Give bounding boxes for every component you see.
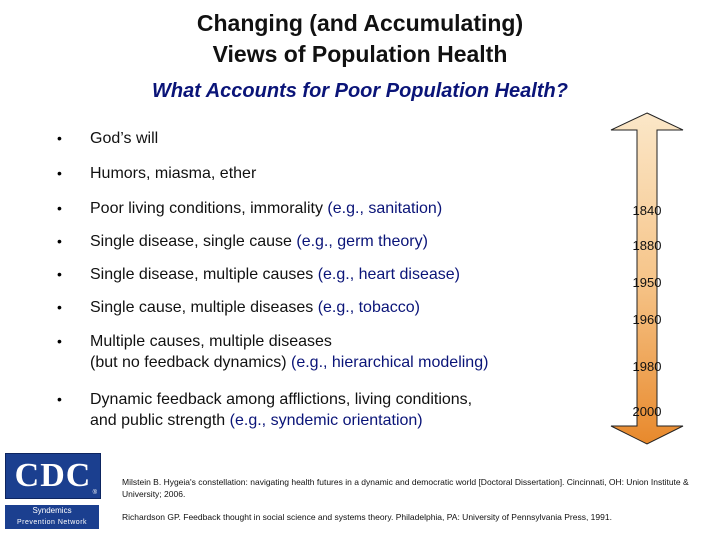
title-line-1: Changing (and Accumulating) <box>196 10 524 36</box>
item-text: Single disease, multiple causes <box>90 266 318 283</box>
item-example: (e.g., sanitation) <box>327 200 443 217</box>
item-text: Single cause, multiple diseases <box>90 299 318 316</box>
slide-subtitle: What Accounts for Poor Population Health? <box>152 80 568 102</box>
year-label: 1950 <box>632 275 662 290</box>
item-text: Single disease, single cause <box>90 233 297 250</box>
year-label: 1960 <box>632 312 662 327</box>
year-label: 1980 <box>632 359 662 374</box>
title-line-2: Views of Population Health <box>212 41 508 67</box>
item-text: Dynamic feedback among afflictions, living conditions, <box>90 391 473 408</box>
logo-syndemics-label: Syndemics <box>5 505 99 517</box>
item-text: Poor living conditions, immorality <box>90 200 328 217</box>
bullet-glyph: • <box>57 266 62 282</box>
reference-citation: Richardson GP. Feedback thought in social science and systems theory. Philadelphia, PA: University of Pennsylvania Press, 1991. <box>122 512 612 522</box>
bullet-glyph: • <box>57 130 62 146</box>
item-example: (e.g., syndemic orientation) <box>229 412 423 429</box>
item-example: (e.g., hierarchical modeling) <box>291 354 489 371</box>
cdc-logo-box: CDC ® <box>5 453 101 499</box>
item-text: Humors, miasma, ether <box>90 165 257 182</box>
item-text-continued: and public strength <box>90 412 230 429</box>
year-label: 1880 <box>632 238 662 253</box>
item-text-continued: (but no feedback dynamics) <box>90 354 291 371</box>
item-text: Multiple causes, multiple diseases <box>90 333 332 350</box>
year-label: 1840 <box>632 203 662 218</box>
bullet-glyph: • <box>57 299 62 315</box>
item-text: God’s will <box>90 130 159 147</box>
cdc-logo-text: CDC <box>14 457 92 494</box>
year-label: 2000 <box>632 404 662 419</box>
bullet-glyph: • <box>57 391 62 407</box>
logo-network-label: Prevention Network <box>5 517 99 529</box>
bullet-glyph: • <box>57 165 62 181</box>
item-example: (e.g., germ theory) <box>296 233 428 250</box>
reference-citation: Milstein B. Hygeia's constellation: navigating health futures in a dynamic and democratic world [Doctoral Dissertation]. Cincinnati, OH: Union Institute & University; 2006. <box>122 477 689 499</box>
item-example: (e.g., tobacco) <box>317 299 420 316</box>
item-example: (e.g., heart disease) <box>317 266 460 283</box>
bullet-glyph: • <box>57 233 62 249</box>
bullet-glyph: • <box>57 333 62 349</box>
bullet-glyph: • <box>57 200 62 216</box>
cdc-syndemics-logo <box>5 453 99 530</box>
